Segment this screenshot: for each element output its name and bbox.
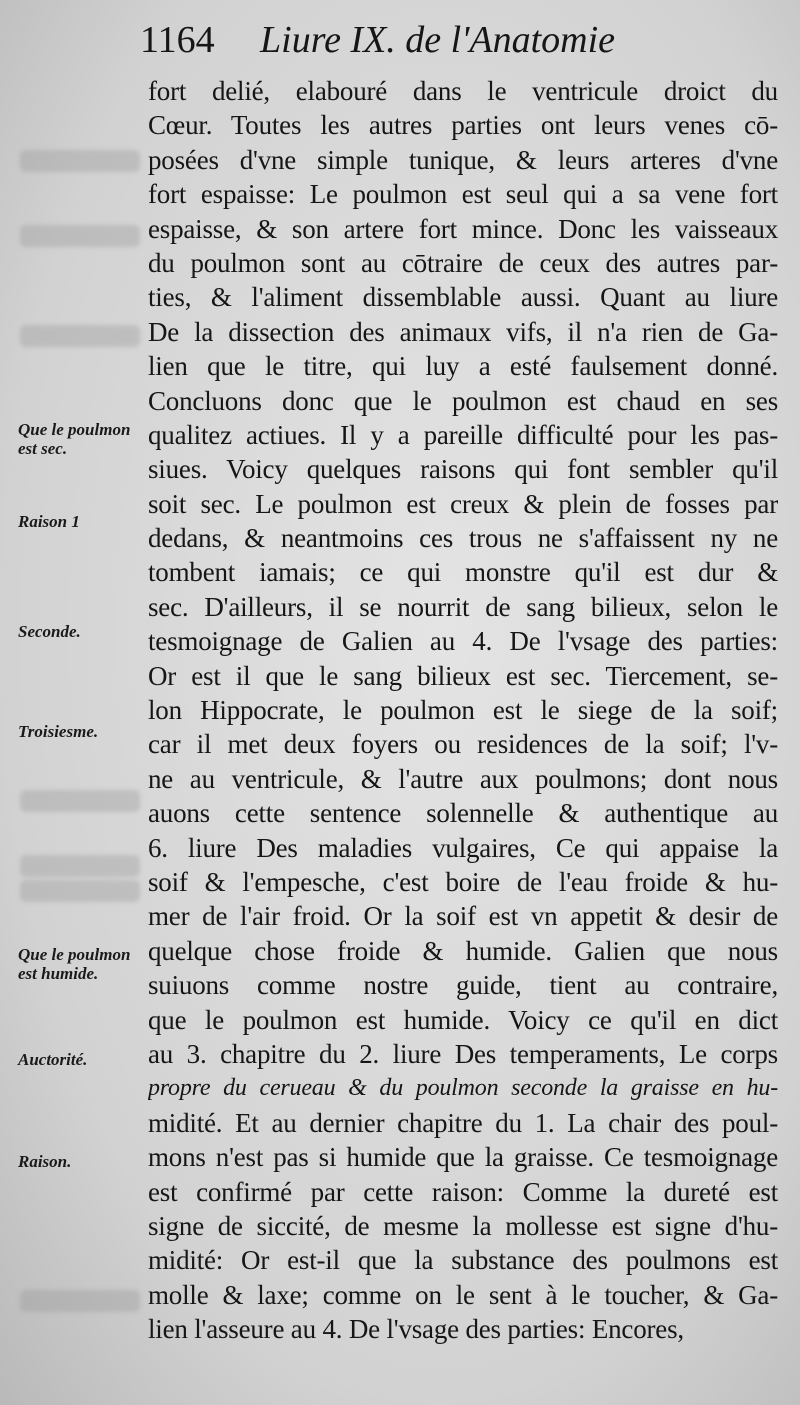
bleed-through-mark	[20, 1290, 140, 1312]
text-line: auons cette sentence solennelle & authentique au	[148, 798, 778, 829]
bleed-through-mark	[20, 790, 140, 812]
text-line: midité: Or est-il que la substance des poulmons est	[148, 1245, 778, 1276]
margin-note: Raison 1	[18, 512, 80, 531]
text-line: posées d'vne simple tunique, & leurs arteres d'vne	[148, 144, 778, 175]
bleed-through-mark	[20, 855, 140, 877]
text-line: tombent iamais; ce qui monstre qu'il est dur &	[148, 557, 778, 588]
text-line: Or est il que le sang bilieux est sec. Tiercement, se-	[148, 660, 778, 691]
margin-note: Raison.	[18, 1152, 72, 1171]
text-line: que le poulmon est humide. Voicy ce qu'il en dict	[148, 1004, 778, 1035]
text-line: soit sec. Le poulmon est creux & plein de fosses par	[148, 488, 778, 519]
text-line: car il met deux foyers ou residences de la soif; l'v-	[148, 729, 778, 760]
body-text	[148, 74, 778, 1346]
text-line: au 3. chapitre du 2. liure Des temperaments, Le corps	[148, 1038, 778, 1069]
page-number: 1164	[140, 19, 215, 61]
text-line: qualitez actiues. Il y a pareille difficulté pour les pas-	[148, 419, 778, 450]
text-line: mons n'est pas si humide que la graisse. Ce tesmoignage	[148, 1142, 778, 1173]
text-line: mer de l'air froid. Or la soif est vn appetit & desir de	[148, 901, 778, 932]
text-line: soif & l'empesche, c'est boire de l'eau froide & hu-	[148, 866, 778, 897]
text-line: molle & laxe; comme on le sent à le toucher, & Ga-	[148, 1279, 778, 1310]
bleed-through-mark	[20, 225, 140, 247]
text-line: siues. Voicy quelques raisons qui font sembler qu'il	[148, 454, 778, 485]
bleed-through-mark	[20, 150, 140, 172]
margin-note: Auctorité.	[18, 1050, 88, 1069]
text-line: signe de siccité, de mesme la mollesse est signe d'hu-	[148, 1210, 778, 1241]
text-line: tesmoignage de Galien au 4. De l'vsage des parties:	[148, 626, 778, 657]
bleed-through-mark	[20, 880, 140, 902]
text-line: lien l'asseure au 4. De l'vsage des parties: Encores,	[148, 1314, 684, 1345]
text-line: fort espaisse: Le poulmon est seul qui a sa vene fort	[148, 179, 778, 210]
text-line: quelque chose froide & humide. Galien que nous	[148, 935, 778, 966]
margin-note: Que le poulmon est humide.	[18, 945, 131, 983]
text-line: suiuons comme nostre guide, tient au contraire,	[148, 970, 778, 1001]
text-line: lon Hippocrate, le poulmon est le siege de la soif;	[148, 695, 778, 726]
text-line: dedans, & neantmoins ces trous ne s'affaissent ny ne	[148, 523, 778, 554]
page-header	[140, 18, 660, 70]
text-line: est confirmé par cette raison: Comme la dureté est	[148, 1176, 778, 1207]
text-line: lien que le titre, qui luy a esté faulsement donné.	[148, 351, 778, 382]
text-line-italic: propre du cerueau & du poulmon seconde la graisse en hu-	[148, 1075, 778, 1102]
margin-note: Seconde.	[18, 622, 81, 641]
text-line: sec. D'ailleurs, il se nourrit de sang bilieux, selon le	[148, 591, 778, 622]
text-line: ne au ventricule, & l'autre aux poulmons; dont nous	[148, 763, 778, 794]
text-line: midité. Et au dernier chapitre du 1. La chair des poul-	[148, 1107, 778, 1138]
margin-note: Troisiesme.	[18, 722, 99, 741]
margin-note: Que le poulmon est sec.	[18, 420, 131, 458]
text-line: De la dissection des animaux vifs, il n'a rien de Ga-	[148, 316, 778, 347]
text-line: Concluons donc que le poulmon est chaud en ses	[148, 385, 778, 416]
text-line: du poulmon sont au cōtraire de ceux des autres par-	[148, 247, 778, 278]
text-line: fort delié, elabouré dans le ventricule droict du	[148, 76, 778, 106]
running-title: Liure IX. de l'Anatomie	[260, 19, 615, 61]
text-line: Cœur. Toutes les autres parties ont leurs venes cō-	[148, 110, 778, 141]
text-line: espaisse, & son artere fort mince. Donc les vaisseaux	[148, 213, 778, 244]
bleed-through-mark	[20, 325, 140, 347]
text-line: ties, & l'aliment dissemblable aussi. Quant au liure	[148, 282, 778, 313]
text-line: 6. liure Des maladies vulgaires, Ce qui appaise la	[148, 832, 778, 863]
